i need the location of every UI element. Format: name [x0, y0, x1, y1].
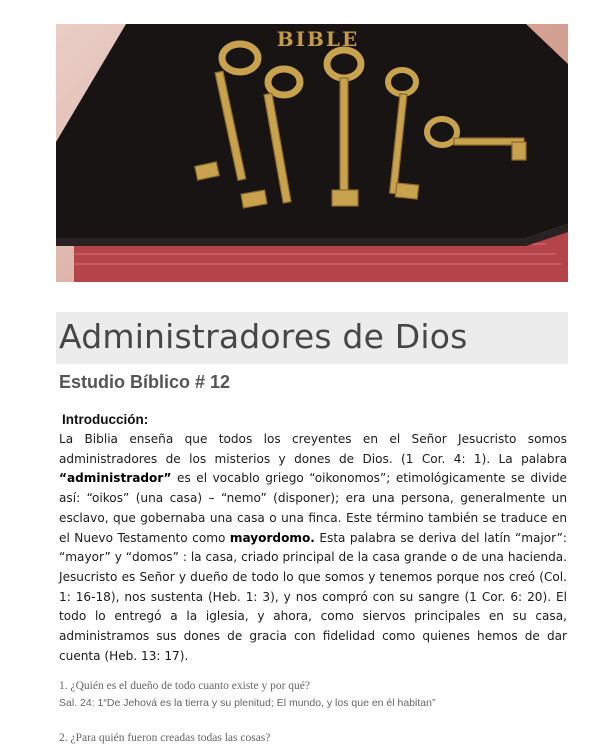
question-1: 1. ¿Quién es el dueño de todo cuanto existe y por qué?: [59, 680, 311, 692]
page-title: Administradores de Dios: [59, 317, 468, 356]
intro-text-2: es el vocablo griego “oikonomos”; etimológicamente se divide así: “oikos” (una casa) – “nemo” (disponer); era una persona, generalmente un esclavo, que gobernaba una casa o una finca. Este término también se traduce en el Nuevo Testamento como: [59, 471, 567, 545]
cover-title: BIBLE: [276, 27, 360, 51]
intro-text-3: Esta palabra se deriva del latín “major”: “mayor” y “domos” : la casa, criado principal de la casa grande o de una hacienda. Jesucristo es Señor y dueño de todo lo que somos y tenemos porque nos creó (Col. 1: 16-18), nos sustenta (Heb. 1: 3), y nos compró con su sangre (1 Cor. 6: 20). El todo lo entregó a la iglesia, y ahora, como siervos principales en su casa, administramos sus dones de gracia con fidelidad como quienes hemos de dar cuenta (Heb. 13: 17).: [59, 530, 568, 663]
intro-paragraph: [59, 430, 567, 666]
bible-cover: [56, 24, 568, 238]
intro-heading: Introducción:: [62, 412, 149, 427]
page-subtitle: Estudio Bíblico # 12: [59, 372, 231, 392]
term-mayordomo: mayordomo.: [229, 530, 315, 545]
term-administrador: “administrador”: [59, 471, 172, 486]
question-2: 2. ¿Para quién fueron creadas todas las cosas?: [59, 732, 271, 744]
intro-text-1: La Biblia enseña que todos los creyentes en el Señor Jesucristo somos administradores de los misterios y dones de Dios. (1 Cor. 4: 1). La palabra: [59, 432, 567, 466]
bible-keys-illustration: [56, 24, 568, 282]
question-1-reference: Sal. 24: 1“De Jehová es la tierra y su plenitud; El mundo, y los que en él habitan”: [59, 697, 436, 709]
hero-image: [56, 24, 568, 282]
